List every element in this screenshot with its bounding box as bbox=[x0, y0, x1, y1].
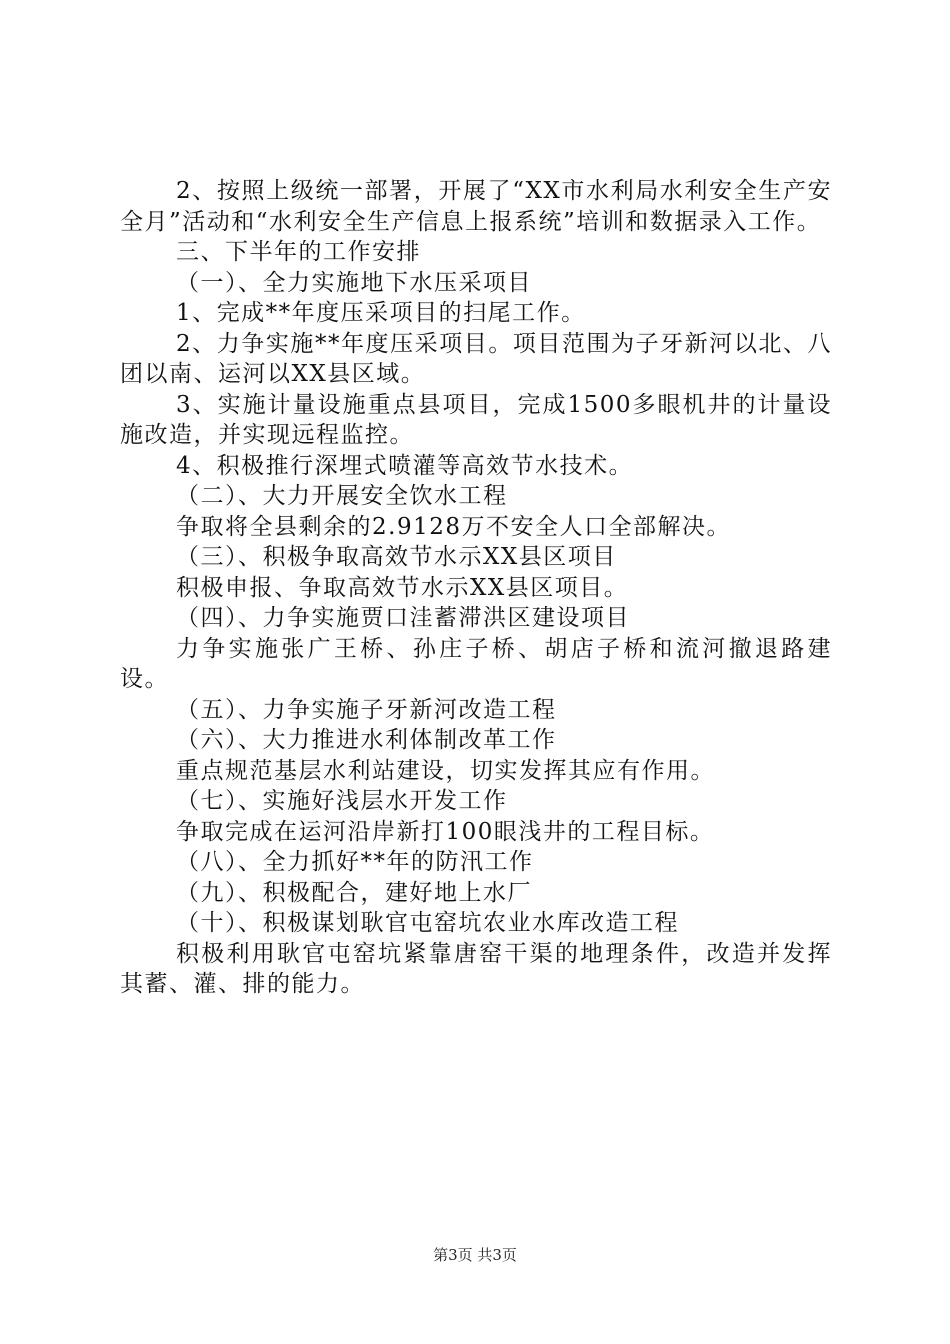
subheading-6: （六）、大力推进水利体制改革工作 bbox=[176, 727, 557, 753]
subheading-10: （十）、积极谋划耿官屯窑坑农业水库改造工程 bbox=[176, 910, 679, 936]
subheading-1: （一）、全力实施地下水压采项目 bbox=[176, 269, 532, 296]
body-paragraph: 积极利用耿官屯窑坑紧靠唐窑干渠的地理条件，改造并发挥其蓄、灌、排的能力。 bbox=[120, 940, 832, 997]
list-item: 4、积极推行深埋式喷灌等高效节水技术。 bbox=[176, 452, 634, 479]
subheading-9: （九）、积极配合，建好地上水厂 bbox=[176, 879, 532, 906]
body-paragraph: 力争实施张广王桥、孙庄子桥、胡店子桥和流河撤退路建设。 bbox=[120, 635, 832, 692]
subheading-5: （五）、力争实施子牙新河改造工程 bbox=[176, 696, 557, 723]
list-item: 2、力争实施**年度压采项目。项目范围为子牙新河以北、八团以南、运河以XX县区域。 bbox=[120, 330, 832, 387]
document-body bbox=[120, 176, 832, 1000]
body-paragraph: 争取完成在运河沿岸新打100眼浅井的工程目标。 bbox=[176, 818, 715, 845]
section-heading-work-plan: 三、下半年的工作安排 bbox=[176, 239, 421, 265]
body-paragraph: 积极申报、争取高效节水示XX县区项目。 bbox=[176, 574, 629, 601]
list-item: 1、完成**年度压采项目的扫尾工作。 bbox=[176, 300, 586, 326]
paragraph-item-1: 2、按照上级统一部署，开展了“XX市水利局水利安全生产安全月”活动和“水利安全生产信息上报系统”培训和数据录入工作。 bbox=[120, 178, 832, 235]
body-paragraph: 重点规范基层水利站建设，切实发挥其应有作用。 bbox=[176, 757, 715, 784]
page-number-footer: 第3页 共3页 bbox=[433, 1246, 517, 1264]
subheading-3: （三）、积极争取高效节水示XX县区项目 bbox=[176, 544, 617, 570]
subheading-8: （八）、全力抓好**年的防汛工作 bbox=[176, 849, 534, 875]
subheading-2: （二）、大力开展安全饮水工程 bbox=[176, 483, 508, 509]
subheading-7: （七）、实施好浅层水开发工作 bbox=[176, 788, 508, 814]
body-paragraph: 争取将全县剩余的2.9128万不安全人口全部解决。 bbox=[176, 513, 731, 540]
subheading-4: （四）、力争实施贾口洼蓄滞洪区建设项目 bbox=[176, 605, 630, 631]
list-item: 3、实施计量设施重点县项目，完成1500多眼机井的计量设施改造，并实现远程监控。 bbox=[120, 391, 832, 448]
